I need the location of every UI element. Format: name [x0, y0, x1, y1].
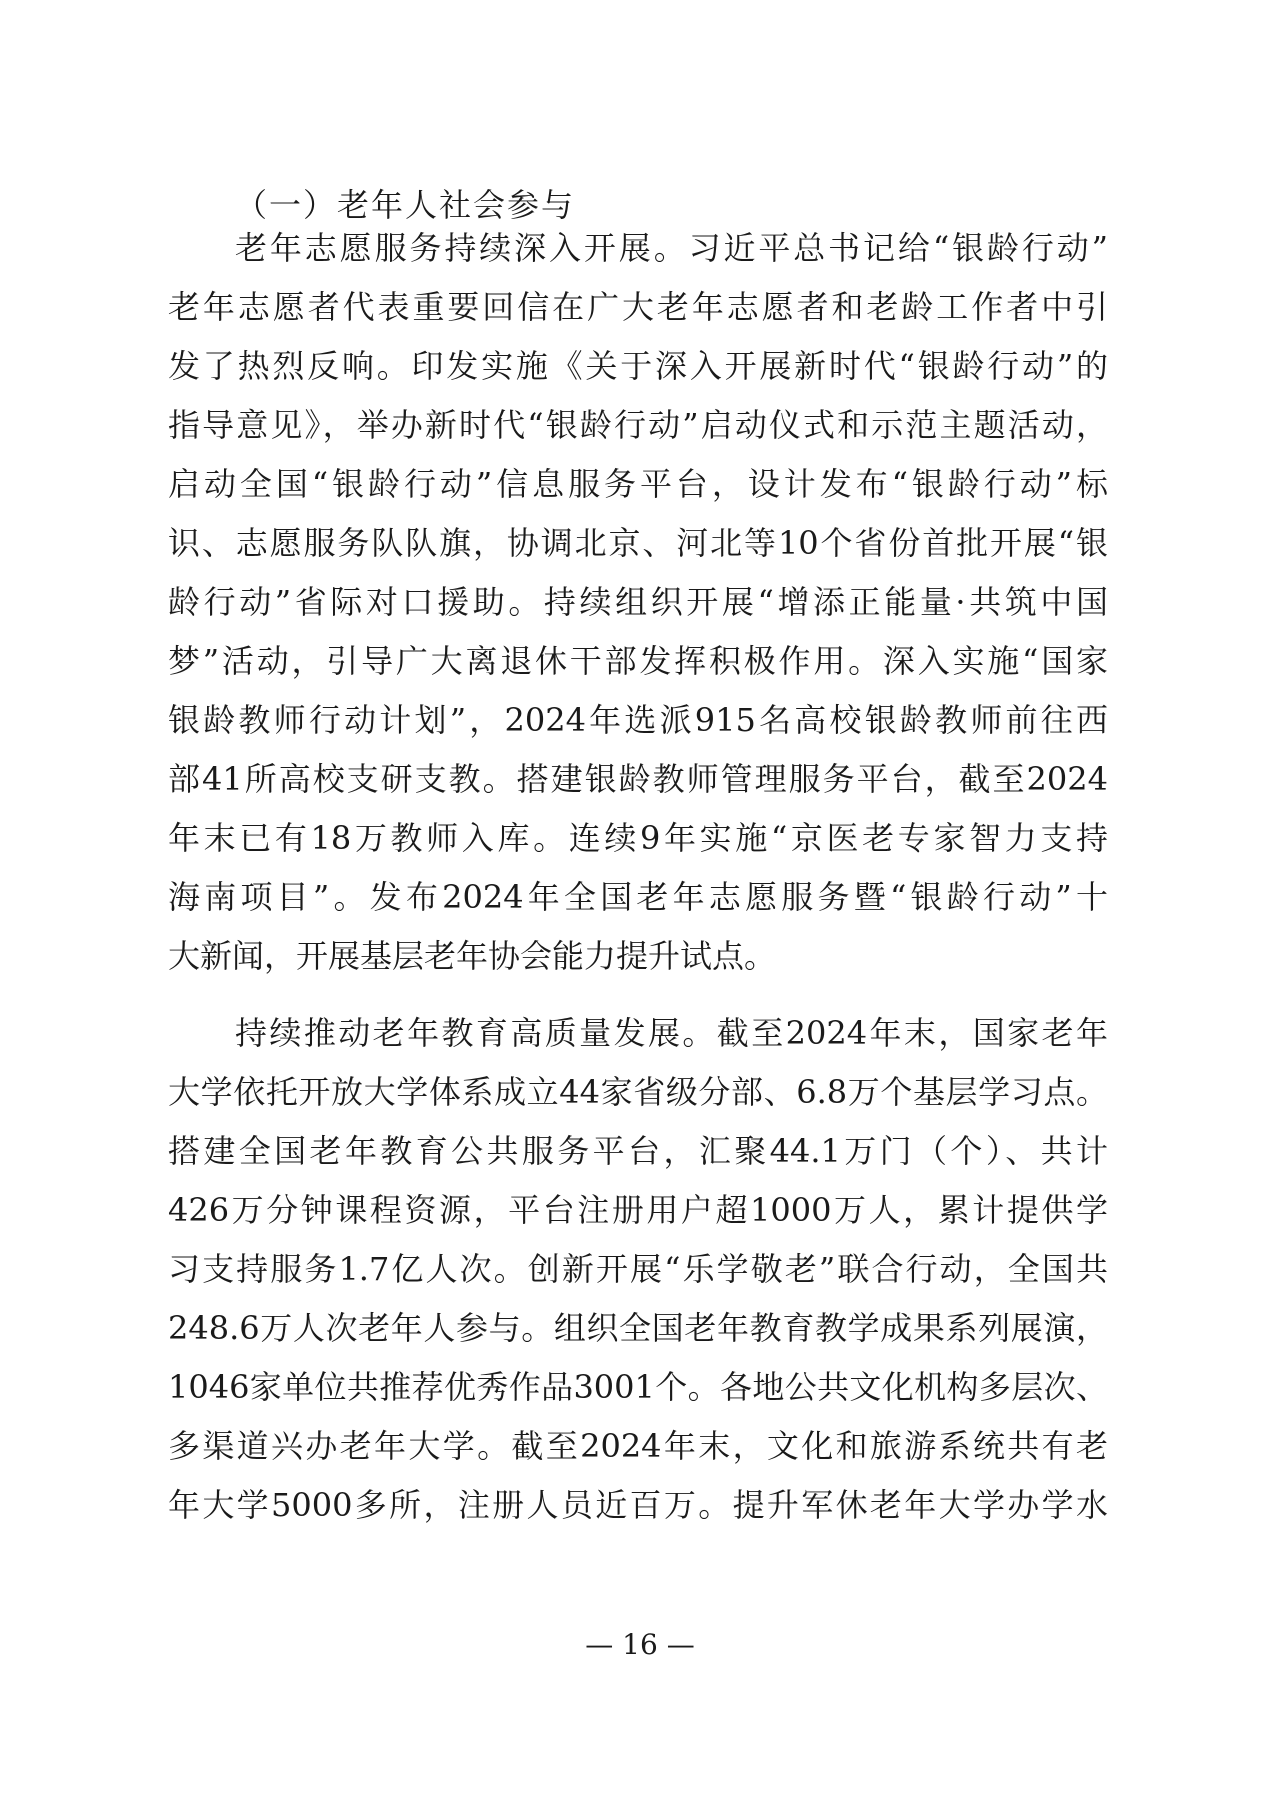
paragraph-line: 龄行动”省际对口援助。持续组织开展“增添正能量·共筑中国 [168, 583, 1108, 621]
paragraph-line: 老年志愿服务持续深入开展。习近平总书记给“银龄行动” [235, 229, 1108, 267]
paragraph-line: 部41所高校支研支教。搭建银龄教师管理服务平台，截至2024 [168, 760, 1108, 798]
paragraph-line: 大新闻，开展基层老年协会能力提升试点。 [168, 937, 777, 975]
paragraph-line: 启动全国“银龄行动”信息服务平台，设计发布“银龄行动”标 [168, 465, 1108, 503]
paragraph-line: 发了热烈反响。印发实施《关于深入开展新时代“银龄行动”的 [168, 347, 1108, 385]
paragraph-line: 老年志愿者代表重要回信在广大老年志愿者和老龄工作者中引 [168, 288, 1108, 326]
paragraph-line: 持续推动老年教育高质量发展。截至2024年末，国家老年 [235, 1014, 1108, 1052]
paragraph-line: 银龄教师行动计划”，2024年选派915名高校银龄教师前往西 [168, 701, 1108, 739]
section-heading: （一）老年人社会参与 [235, 186, 576, 224]
paragraph-line: 大学依托开放大学体系成立44家省级分部、6.8万个基层学习点。 [168, 1073, 1108, 1111]
paragraph-line: 426万分钟课程资源，平台注册用户超1000万人，累计提供学 [168, 1191, 1108, 1229]
page-number: — 16 — [585, 1628, 695, 1661]
paragraph-line: 多渠道兴办老年大学。截至2024年末，文化和旅游系统共有老 [168, 1427, 1108, 1465]
paragraph-line: 指导意见》，举办新时代“银龄行动”启动仪式和示范主题活动， [168, 406, 1108, 444]
paragraph-line: 习支持服务1.7亿人次。创新开展“乐学敬老”联合行动，全国共 [168, 1250, 1108, 1288]
paragraph-line: 年大学5000多所，注册人员近百万。提升军休老年大学办学水 [168, 1486, 1108, 1524]
paragraph-line: 识、志愿服务队队旗，协调北京、河北等10个省份首批开展“银 [168, 524, 1108, 562]
paragraph-line: 梦”活动，引导广大离退休干部发挥积极作用。深入实施“国家 [168, 642, 1108, 680]
paragraph-line: 1046家单位共推荐优秀作品3001个。各地公共文化机构多层次、 [168, 1368, 1108, 1406]
paragraph-line: 年末已有18万教师入库。连续9年实施“京医老专家智力支持 [168, 819, 1108, 857]
paragraph-line: 搭建全国老年教育公共服务平台，汇聚44.1万门（个）、共计 [168, 1132, 1108, 1170]
paragraph-line: 248.6万人次老年人参与。组织全国老年教育教学成果系列展演， [168, 1309, 1108, 1347]
paragraph-line: 海南项目”。发布2024年全国老年志愿服务暨“银龄行动”十 [168, 878, 1108, 916]
